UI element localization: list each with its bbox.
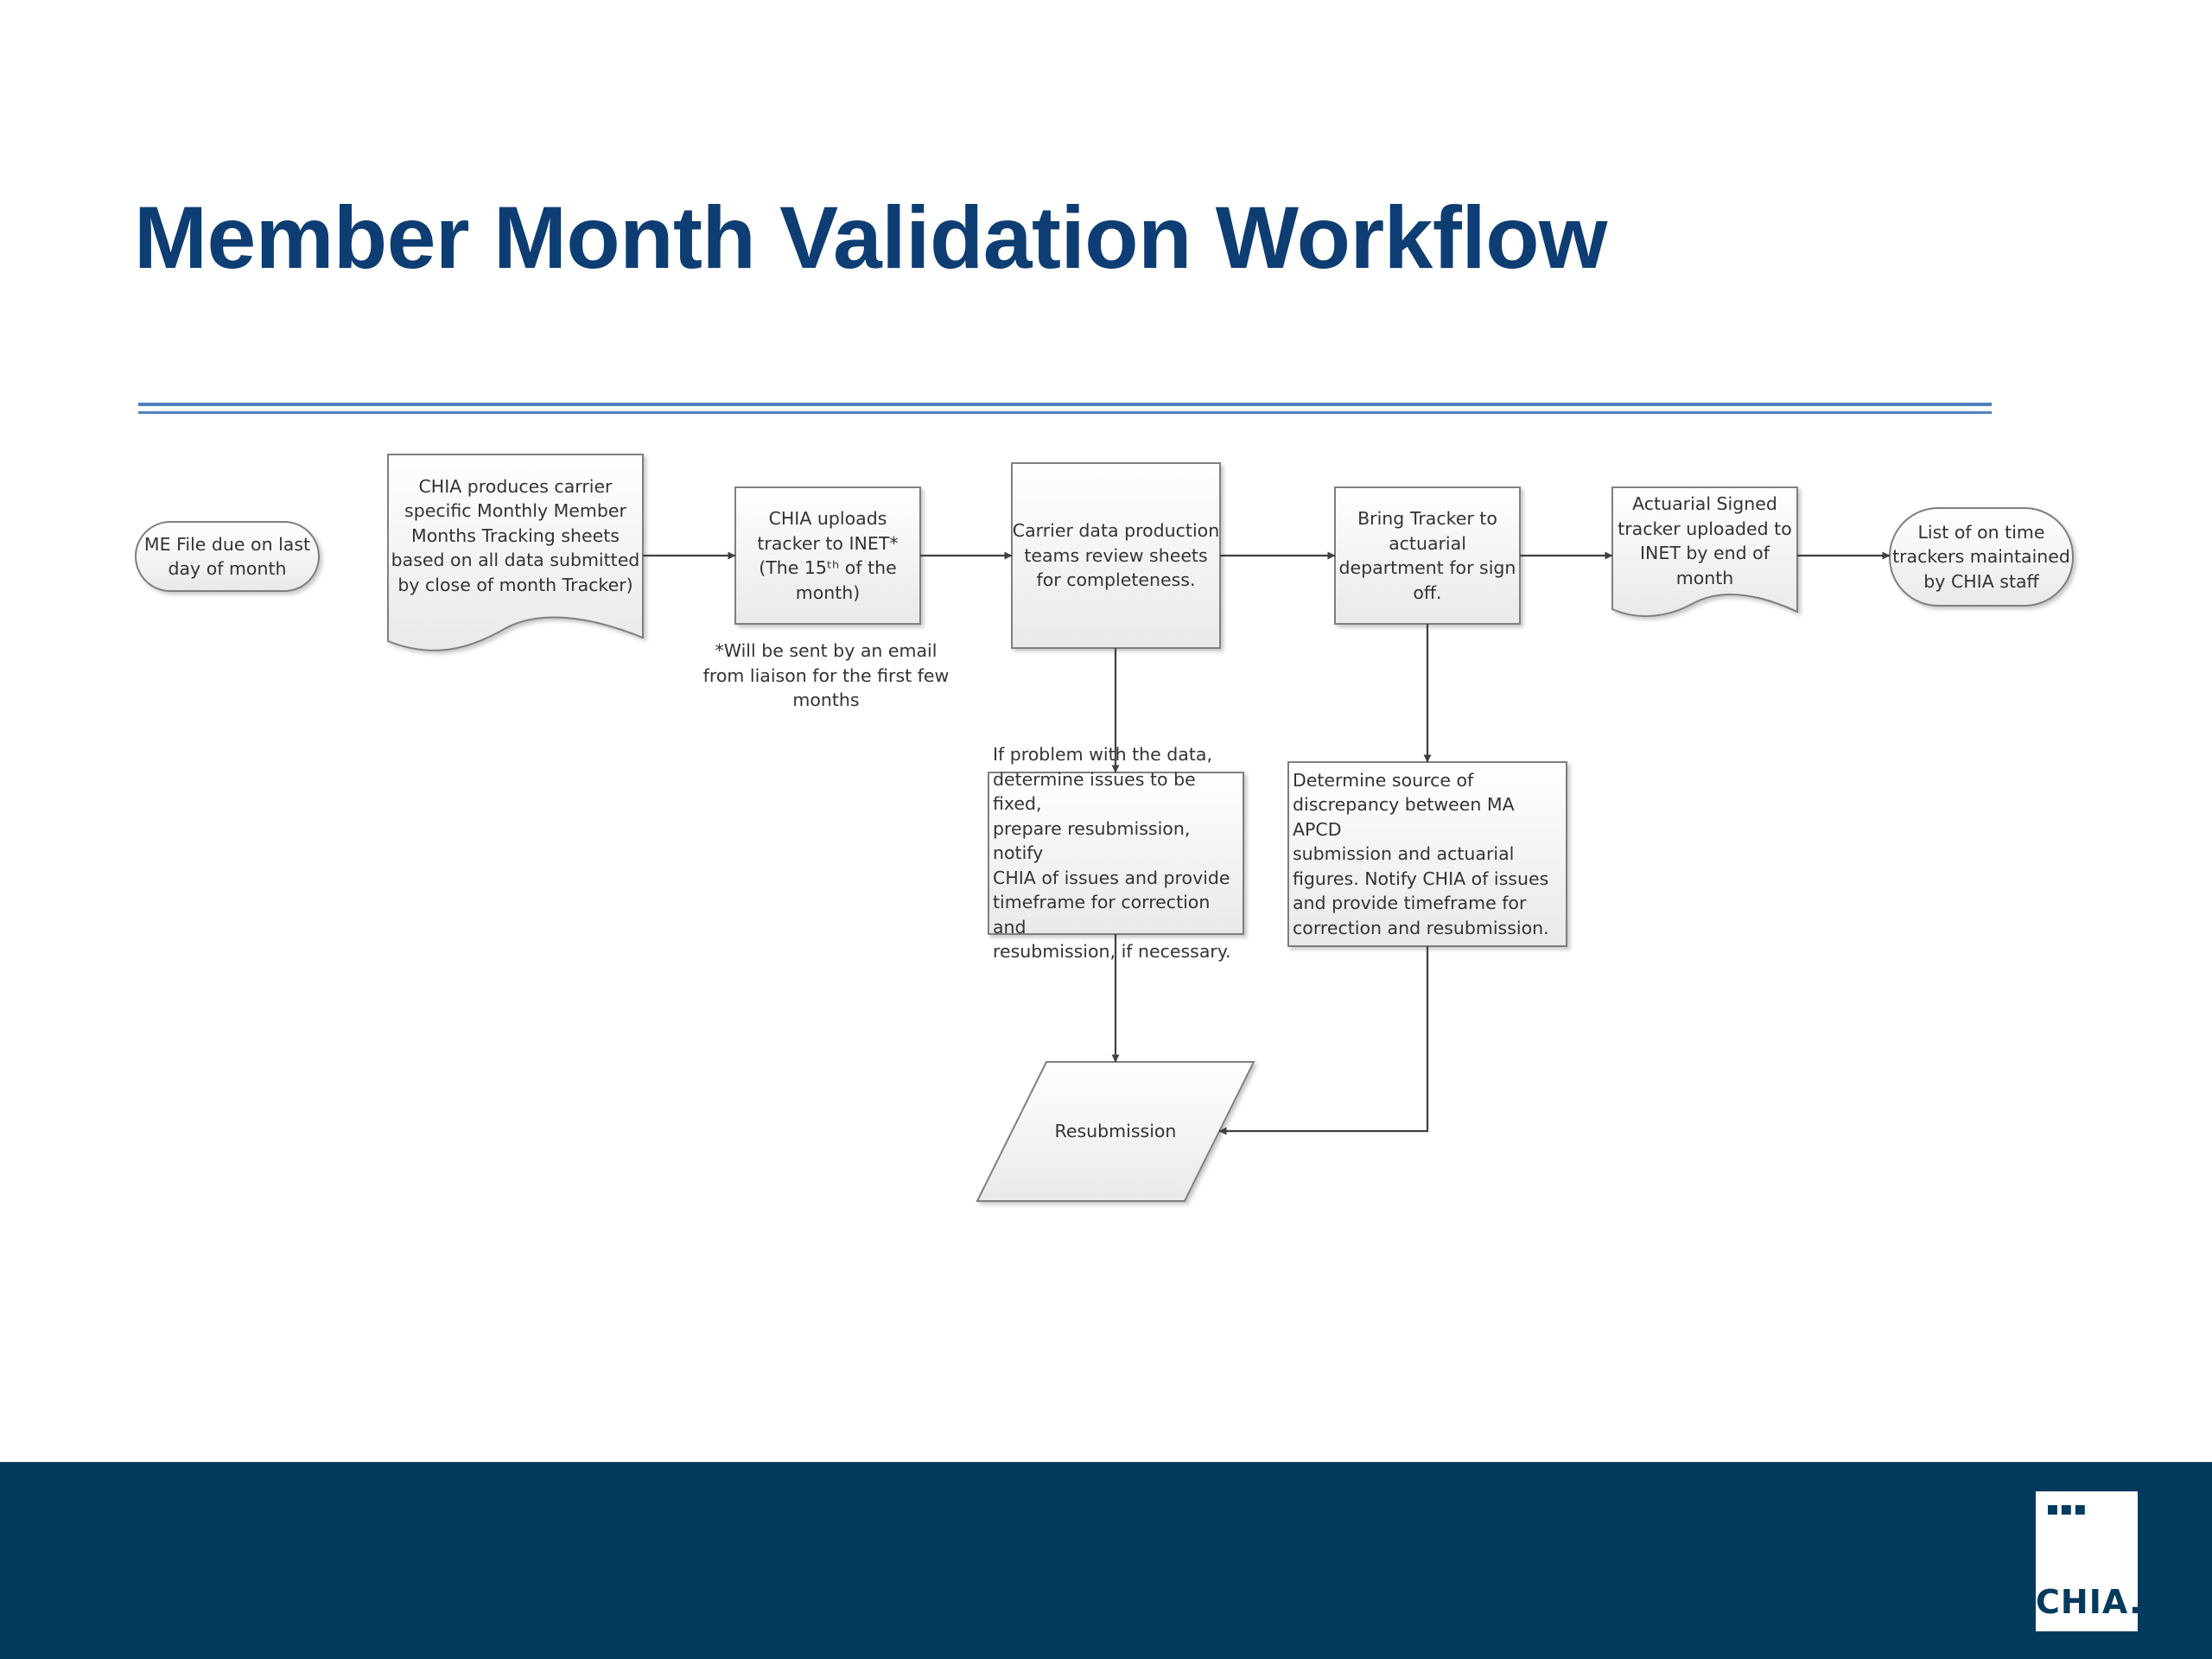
me-file-label: ME File due on last day of month (143, 533, 311, 579)
logo-dots-icon: ▪▪▪ (2046, 1498, 2088, 1520)
problem-label: If problem with the data, determine issues to be fixed, prepare resubmission, notify CHIA of issues and provide timeframe for correction and resubmission, if necessary. (993, 744, 1231, 963)
arrow-discrepancy-to-resubmission (1219, 946, 1427, 1131)
chia-logo (2036, 1491, 2143, 1631)
chia-uploads-label: CHIA uploads tracker to INET* (The 15ᵗʰ of the month) (757, 508, 899, 603)
on-time-list-label: List of on time trackers maintained by CHIA staff (1892, 521, 2070, 592)
bring-tracker-label: Bring Tracker to actuarial department for sign off. (1338, 508, 1516, 603)
carrier-review-label: Carrier data production teams review sheets for completeness. (1012, 520, 1220, 591)
footer-bar (0, 1462, 2212, 1659)
discrepancy-label: Determine source of discrepancy between MA APCD submission and actuarial figures. Notify CHIA of issues and provide timeframe for correction and resubmission. (1293, 769, 1549, 938)
chia-produces-label: CHIA produces carrier specific Monthly Member Months Tracking sheets based on all data submitted by close of month Tracker) (391, 475, 640, 595)
page-title: Member Month Validation Workflow (134, 188, 1607, 287)
resubmission-label: Resubmission (1054, 1121, 1177, 1142)
logo-text: CHIA. (2036, 1583, 2143, 1621)
actuarial-signed-label: Actuarial Signed tracker uploaded to INET by end of month (1618, 493, 1792, 588)
upload-footnote: *Will be sent by an email from liaison for the first few months (702, 640, 950, 711)
